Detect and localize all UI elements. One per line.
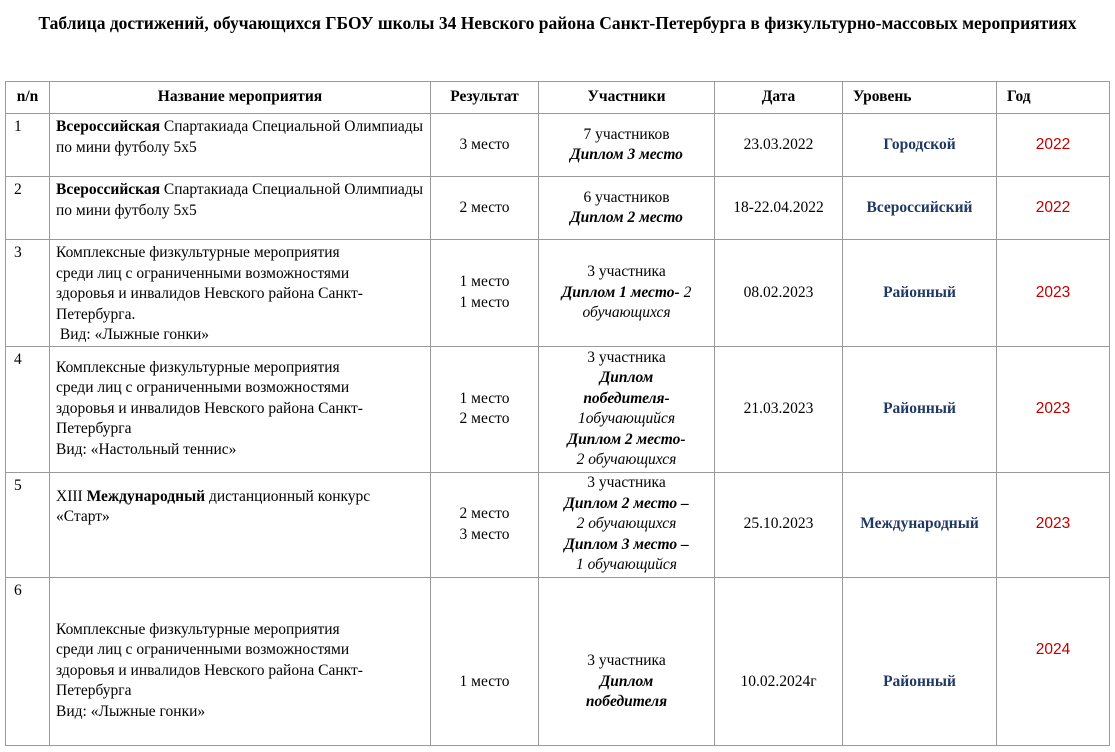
event-name-rest: дистанционный конкурс «Старт»: [56, 487, 371, 525]
date-cell: 10.02.2024г: [715, 577, 843, 745]
event-name-line: среди лиц с ограниченными возможностями: [56, 379, 350, 396]
row-number: 5: [6, 472, 50, 577]
level-cell: Всероссийский: [843, 177, 997, 240]
participants-line: 3 участника: [587, 348, 666, 366]
column-header-participants: Участники: [539, 82, 715, 114]
diploma-line: Диплом 2 место: [570, 209, 683, 226]
event-name-line: Петербурга: [56, 682, 132, 700]
date-cell: 08.02.2023: [715, 240, 843, 347]
event-name-bold: Всероссийская: [56, 181, 160, 198]
event-name: [50, 346, 431, 472]
event-name-line: Комплексные физкультурные мероприятия: [56, 620, 340, 638]
level-cell: Районный: [843, 346, 997, 472]
column-header-date: Дата: [715, 82, 843, 114]
date-cell: 23.03.2022: [715, 114, 843, 177]
diploma-line: Диплом 3 место –: [564, 535, 689, 553]
participants-cell: [539, 577, 715, 745]
participants-line: 1 обучающийся: [576, 556, 677, 574]
participants-line: обучающихся: [582, 304, 671, 321]
event-name: [50, 472, 431, 577]
event-name-line: Комплексные физкультурные мероприятия: [56, 244, 340, 261]
year-cell: 2023: [997, 346, 1110, 472]
row-number: 1: [6, 114, 50, 177]
event-name-line: среди лиц с ограниченными возможностями: [56, 641, 350, 659]
result-line: 2 место: [459, 505, 510, 522]
event-name: [50, 177, 431, 240]
event-name-line: здоровья и инвалидов Невского района Санкт-: [56, 399, 363, 417]
result-line: 3 место: [459, 525, 510, 543]
event-name-rest: Спартакиада Специальной Олимпиады по мини футболу 5х5: [56, 181, 424, 219]
result-line: 3 место: [459, 135, 510, 153]
diploma-line: Диплом 1 место-: [561, 283, 680, 301]
event-name-line: Петербурга.: [56, 305, 136, 323]
event-name-line: среди лиц с ограниченными возможностями: [56, 264, 350, 282]
row-number: 6: [6, 577, 50, 745]
participants-line: 1обучающийся: [577, 410, 676, 427]
participants-line: 3 участника: [587, 263, 666, 280]
participants-line: 6 участников: [583, 188, 670, 206]
result-line: 1 место: [459, 293, 510, 311]
level-cell: Районный: [843, 577, 997, 745]
diploma-line: Диплом 2 место-: [567, 430, 686, 448]
row-number: 4: [6, 346, 50, 472]
table-row: [6, 240, 1110, 347]
event-name-rest: Спартакиада Специальной Олимпиады по мини футболу 5х5: [56, 118, 424, 156]
participants-line: 3 участника: [587, 474, 666, 492]
diploma-line: Диплом 2 место –: [564, 494, 689, 512]
event-name-line: Вид: «Настольный теннис»: [56, 440, 237, 458]
result-cell: [431, 240, 539, 347]
date-cell: 25.10.2023: [715, 472, 843, 577]
event-name-line: Вид: «Лыжные гонки»: [56, 702, 206, 720]
column-header-year: Год: [997, 82, 1110, 114]
level-cell: Районный: [843, 240, 997, 347]
table-row: [6, 472, 1110, 577]
row-number: 2: [6, 177, 50, 240]
event-name-bold: Международный: [86, 487, 206, 505]
result-cell: [431, 346, 539, 472]
table-header-row: [6, 82, 1110, 114]
year-cell: 2024: [997, 577, 1110, 745]
date-cell: 18-22.04.2022: [715, 177, 843, 240]
year-cell: 2023: [997, 472, 1110, 577]
participants-cell: [539, 240, 715, 347]
column-header-result: Результат: [431, 82, 539, 114]
event-name-bold: Всероссийская: [56, 118, 160, 135]
diploma-line: Диплом: [599, 369, 654, 386]
result-line: 2 место: [459, 410, 510, 427]
table-row: [6, 346, 1110, 472]
result-cell: [431, 177, 539, 240]
result-line: 1 место: [459, 273, 510, 291]
participants-line: 2 обучающихся: [576, 515, 677, 533]
column-header-num: n/n: [6, 82, 50, 114]
result-cell: [431, 577, 539, 745]
event-name-line: здоровья и инвалидов Невского района Санкт-: [56, 285, 363, 302]
participants-count: 2: [679, 283, 692, 301]
table-row: [6, 577, 1110, 745]
participants-cell: [539, 472, 715, 577]
column-header-name: Название мероприятия: [50, 82, 431, 114]
event-name: [50, 577, 431, 745]
participants-cell: [539, 114, 715, 177]
result-cell: [431, 472, 539, 577]
achievements-table: [5, 81, 1110, 746]
event-name-line: здоровья и инвалидов Невского района Санкт-: [56, 661, 363, 679]
table-row: [6, 177, 1110, 240]
date-cell: 21.03.2023: [715, 346, 843, 472]
year-cell: 2023: [997, 240, 1110, 347]
participants-line: 2 обучающихся: [576, 451, 677, 468]
event-name-line: Вид: «Лыжные гонки»: [56, 326, 210, 343]
result-line: 2 место: [459, 198, 510, 216]
participants-line: 3 участника: [587, 652, 666, 670]
diploma-line: Диплом: [599, 672, 654, 690]
diploma-line: победителя-: [583, 389, 670, 407]
participants-cell: [539, 177, 715, 240]
result-line: 1 место: [459, 389, 510, 407]
column-header-level: Уровень: [843, 82, 997, 114]
row-number: 3: [6, 240, 50, 347]
event-name-line: Петербурга: [56, 420, 132, 437]
diploma-line: Диплом 3 место: [570, 146, 683, 163]
diploma-line: победителя: [585, 693, 668, 711]
level-cell: Городской: [843, 114, 997, 177]
event-name: [50, 114, 431, 177]
participants-line: 7 участников: [583, 125, 670, 143]
participants-cell: [539, 346, 715, 472]
result-cell: [431, 114, 539, 177]
event-name-line: Комплексные физкультурные мероприятия: [56, 358, 340, 376]
year-cell: 2022: [997, 177, 1110, 240]
result-line: 1 место: [459, 672, 510, 690]
page-title: Таблица достижений, обучающихся ГБОУ школы 34 Невского района Санкт-Петербурга в физкультурно-массовых мероприятиях: [38, 13, 1077, 33]
level-cell: Международный: [843, 472, 997, 577]
table-row: [6, 114, 1110, 177]
event-name-prefix: XIII: [56, 487, 87, 505]
year-cell: 2022: [997, 114, 1110, 177]
event-name: [50, 240, 431, 347]
